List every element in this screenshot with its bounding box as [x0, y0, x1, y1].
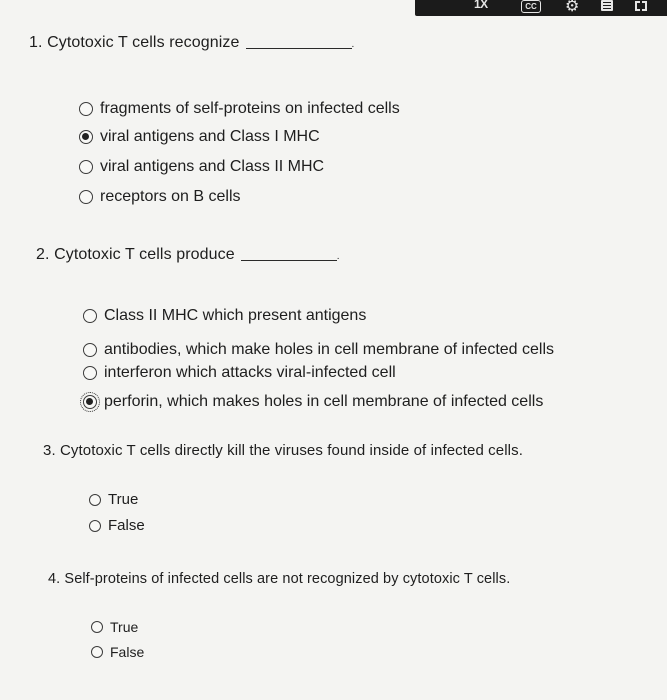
q2-option-2[interactable] [83, 341, 554, 359]
gear-icon[interactable]: ⚙ [565, 0, 580, 15]
option-label: False [110, 644, 145, 660]
radio-button[interactable] [79, 190, 93, 204]
question-1-prompt: 1. Cytotoxic T cells recognize . [29, 34, 355, 51]
q4-option-false[interactable] [91, 644, 144, 660]
radio-button[interactable] [89, 520, 101, 532]
fullscreen-icon[interactable] [635, 1, 647, 11]
radio-button[interactable] [79, 160, 93, 174]
q1-option-4[interactable] [79, 188, 241, 206]
q2-option-4[interactable] [83, 393, 543, 411]
radio-button[interactable] [83, 366, 97, 380]
option-label: Class II MHC which present antigens [104, 307, 367, 324]
q4-option-true[interactable] [91, 619, 138, 635]
q1-option-2[interactable] [79, 128, 320, 146]
q1-option-3[interactable] [79, 158, 324, 176]
radio-button[interactable] [91, 646, 103, 658]
radio-button[interactable] [79, 102, 93, 116]
question-3-prompt: 3. Cytotoxic T cells directly kill the viruses found inside of infected cells. [43, 442, 523, 459]
radio-button-selected[interactable] [79, 130, 93, 144]
radio-button[interactable] [89, 494, 101, 506]
option-label: True [108, 491, 139, 508]
q2-option-1[interactable] [83, 307, 366, 325]
radio-button-selected[interactable] [83, 395, 97, 409]
option-label: antibodies, which make holes in cell membrane of infected cells [104, 341, 555, 358]
option-label: perforin, which makes holes in cell membrane of infected cells [104, 393, 544, 410]
q1-option-1[interactable] [79, 100, 400, 118]
question-2-prompt: 2. Cytotoxic T cells produce . [36, 246, 340, 263]
q3-option-false[interactable] [89, 517, 145, 534]
option-label: True [110, 619, 139, 635]
answer-blank [246, 48, 352, 49]
playback-speed-button[interactable]: 1X [474, 0, 488, 11]
closed-captions-button[interactable]: CC [521, 0, 541, 13]
radio-button[interactable] [83, 343, 97, 357]
video-player-controls [415, 0, 667, 16]
radio-button[interactable] [83, 309, 97, 323]
option-label: receptors on B cells [100, 188, 241, 205]
option-label: viral antigens and Class II MHC [100, 158, 325, 175]
option-label: viral antigens and Class I MHC [100, 128, 320, 145]
transcript-icon[interactable] [601, 0, 613, 11]
option-label: fragments of self-proteins on infected cells [100, 100, 400, 117]
answer-blank [241, 260, 337, 261]
option-label: interferon which attacks viral-infected cell [104, 364, 396, 381]
radio-button[interactable] [91, 621, 103, 633]
option-label: False [108, 517, 145, 534]
q2-option-3[interactable] [83, 364, 396, 382]
q3-option-true[interactable] [89, 491, 138, 508]
question-4-prompt: 4. Self-proteins of infected cells are not recognized by cytotoxic T cells. [48, 571, 511, 587]
